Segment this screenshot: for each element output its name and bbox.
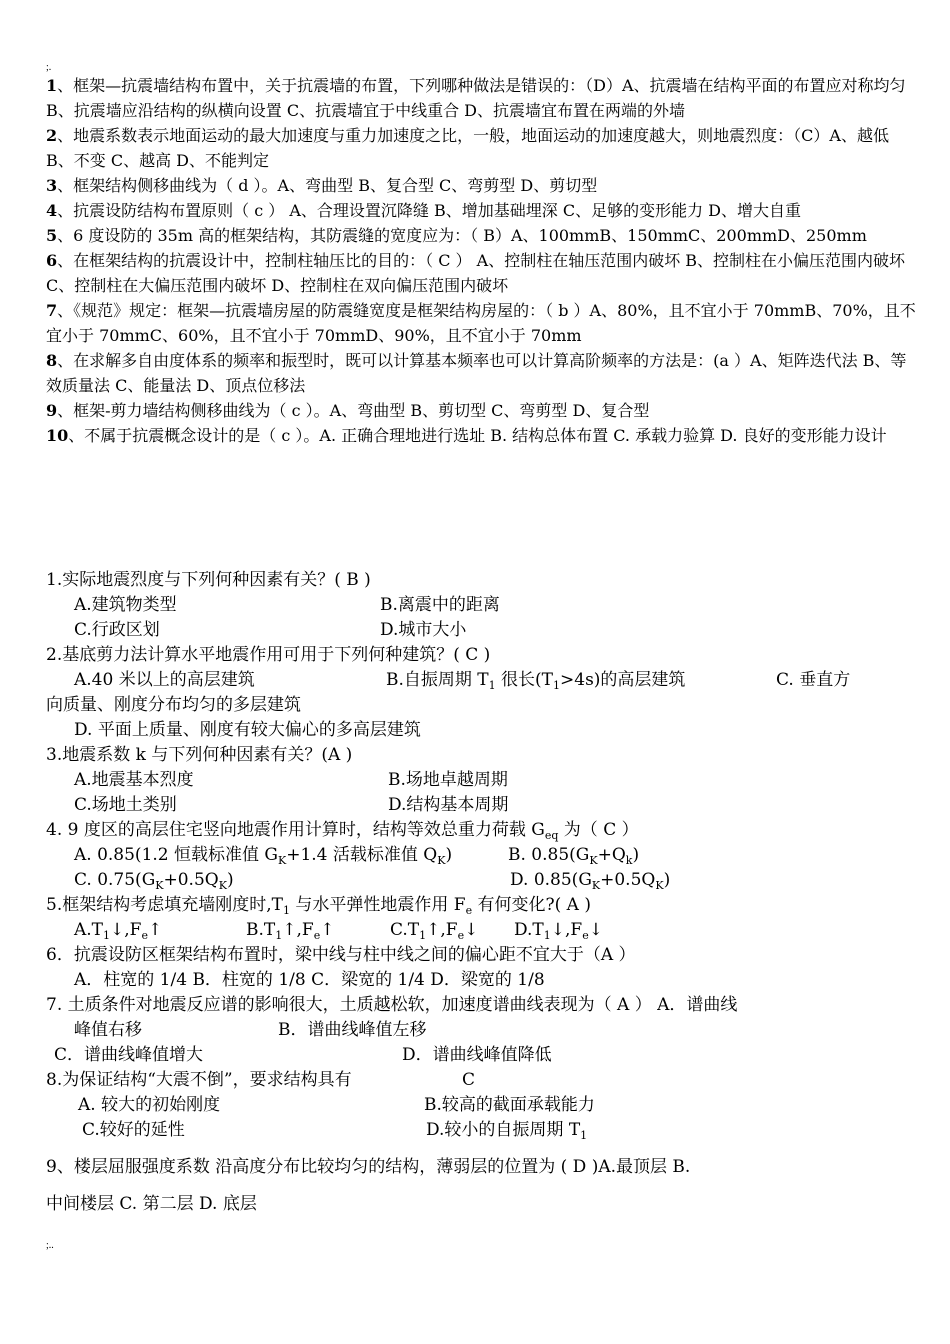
question-text: 、《规范》规定：框架—抗震墙房屋的防震缝宽度是框架结构房屋的：（ b ）A、80%，且不宜小于 70mmB、70%，且不宜小于 70mmC、60%，且不宜小于 70mmD、90%，且不宜小于 70mm: [46, 301, 916, 345]
question-number: 10: [46, 426, 69, 445]
answer: C: [462, 1070, 476, 1090]
page-mark-bottom: ;..: [46, 1240, 54, 1251]
option-d: D.结构基本周期: [388, 795, 509, 815]
question-item: [46, 223, 916, 248]
question-2-option-c-cont: 向质量、刚度分布均匀的多层建筑: [46, 695, 301, 715]
question-3: 3.地震系数 k 与下列何种因素有关？(A ): [46, 745, 353, 765]
option-c: C.行政区划: [74, 620, 160, 640]
question-item: [46, 198, 916, 223]
option-b: B.自振周期 $T_1$ 很长$(T_1>4s)$的高层建筑: [386, 670, 686, 692]
option-c: $C.T_1↑,F_e↓$: [390, 920, 479, 942]
question-3-options-cd: [46, 793, 916, 818]
question-text: 、在框架结构的抗震设计中，控制柱轴压比的目的：（ C ） A、控制柱在轴压范围内破坏 B、控制柱在小偏压范围内破坏 C、控制柱在大偏压范围内破坏 D、控制柱在双向偏压范围内破坏: [46, 251, 906, 295]
question-text: 、在求解多自由度体系的频率和振型时，既可以计算基本频率也可以计算高阶频率的方法是：(a ）A、矩阵迭代法 B、等效质量法 C、能量法 D、顶点位移法: [46, 351, 907, 395]
option-c: C．谱曲线峰值增大: [54, 1045, 204, 1065]
question-5-options: [46, 918, 916, 943]
question-number: 1: [46, 76, 58, 95]
question-text: 、框架-剪力墙结构侧移曲线为（ c ）。A、弯曲型 B、剪切型 C、弯剪型 D、复合型: [57, 401, 650, 420]
question-9-cont: 中间楼层 C. 第二层 D. 底层: [46, 1194, 257, 1214]
question-number: 2: [46, 126, 58, 145]
option-c: C. 垂直方: [776, 670, 851, 690]
option-a: A.地震基本烈度: [74, 770, 194, 790]
option-d: $D.T_1↓,F_e↓$: [514, 920, 603, 942]
option-b: B.场地卓越周期: [388, 770, 508, 790]
question-6: 6．抗震设防区框架结构布置时，梁中线与柱中线之间的偏心距不宜大于（A ）: [46, 945, 636, 965]
option-b: $B.T_1↑,F_e↑$: [246, 920, 335, 942]
question-5: 5.框架结构考虑填充墙刚度时$,T_1$ 与水平弹性地震作用 $F_e$ 有何变化?( A ): [46, 895, 591, 917]
option-d: D. $0.85(G_K+0.5Q_K)$: [510, 870, 671, 892]
question-4: 4. 9 度区的高层住宅竖向地震作用计算时，结构等效总重力荷载 $G_{eq}$ 为（ C ）: [46, 820, 639, 842]
question-2: 2.基底剪力法计算水平地震作用可用于下列何种建筑？( C ): [46, 645, 491, 665]
question-4-options-ab: [46, 843, 916, 868]
question-1-options-ab: [46, 593, 916, 618]
question-section-2: [46, 568, 916, 1217]
question-number: 6: [46, 251, 58, 270]
question-number: 8: [46, 351, 58, 370]
question-9: 9、楼层屈服强度系数 沿高度分布比较均匀的结构，薄弱层的位置为 ( D )A.最顶层 B.: [46, 1157, 691, 1177]
question-item: [46, 348, 916, 398]
question-7: 7. 土质条件对地震反应谱的影响很大，土质越松软，加速度谱曲线表现为（ A ） A．谱曲线: [46, 995, 738, 1015]
option-d: D.城市大小: [380, 620, 467, 640]
option-a: A.建筑物类型: [74, 595, 177, 615]
question-6-options: A．柱宽的 1/4 B．柱宽的 1/8 C．梁宽的 1/4 D．梁宽的 1/8: [74, 970, 545, 990]
question-item: [46, 423, 916, 448]
question-7-options-cd: [46, 1043, 916, 1068]
question-item: [46, 298, 916, 348]
question-4-options-cd: [46, 868, 916, 893]
question-item: [46, 73, 916, 123]
option-d: D. 平面上质量、刚度有较大偏心的多高层建筑: [74, 720, 421, 740]
question-text: 、框架—抗震墙结构布置中，关于抗震墙的布置，下列哪种做法是错误的：（D）A、抗震墙在结构平面的布置应对称均匀 B、抗震墙应沿结构的纵横向设置 C、抗震墙宜于中线重合 D、抗震墙宜布置在两端的外墙: [46, 76, 906, 120]
option-c: C.场地土类别: [74, 795, 177, 815]
question-text: 、不属于抗震概念设计的是（ c ）。A. 正确合理地进行选址 B. 结构总体布置 C. 承载力验算 D. 良好的变形能力设计: [68, 426, 887, 445]
question-text: 、6 度设防的 35m 高的框架结构，其防震缝的宽度应为：（ B）A、100mmB、150mmC、200mmD、250mm: [57, 226, 867, 245]
option-a: $A.T_1↓,F_e↑$: [74, 920, 163, 942]
question-1: 1.实际地震烈度与下列何种因素有关？( B ): [46, 570, 371, 590]
option-b: B.离震中的距离: [380, 595, 500, 615]
page-mark-top: ;.: [46, 62, 52, 73]
question-8-options-cd: [46, 1118, 916, 1143]
question-item: [46, 123, 916, 173]
question-section-1: [46, 73, 916, 448]
question-number: 4: [46, 201, 58, 220]
option-a: A. 0.85(1.2 恒载标准值 $G_K+1.4$ 活载标准值 $Q_K$): [74, 845, 453, 867]
question-text: 、框架结构侧移曲线为（ d ）。A、弯曲型 B、复合型 C、弯剪型 D、剪切型: [57, 176, 598, 195]
option-b: B.较高的截面承载能力: [424, 1095, 595, 1115]
question-1-options-cd: [46, 618, 916, 643]
question-8-options-ab: [46, 1093, 916, 1118]
option-a: A. 较大的初始刚度: [78, 1095, 221, 1115]
question-8: 8.为保证结构“大震不倒”，要求结构具有 C: [46, 1068, 916, 1093]
option-b: B．谱曲线峰值左移: [278, 1020, 427, 1040]
question-3-options-ab: [46, 768, 916, 793]
option-d: D．谱曲线峰值降低: [402, 1045, 552, 1065]
option-b: B. $0.85(G_K+Q_k)$: [508, 845, 640, 867]
option-c: C.较好的延性: [82, 1120, 185, 1140]
question-number: 7: [46, 301, 58, 320]
question-text: 、地震系数表示地面运动的最大加速度与重力加速度之比，一般，地面运动的加速度越大，则地震烈度：（C）A、越低 B、不变 C、越高 D、不能判定: [46, 126, 889, 170]
option-a: A.40 米以上的高层建筑: [74, 670, 255, 690]
question-number: 9: [46, 401, 58, 420]
question-2-option-d: [46, 718, 916, 743]
option-c: C. $0.75(G_K+0.5Q_K)$: [74, 870, 234, 892]
option-d: D.较小的自振周期 $T_1$: [426, 1120, 588, 1142]
question-7-options-ab: 峰值右移 B．谱曲线峰值左移: [46, 1018, 916, 1043]
question-item: [46, 173, 916, 198]
question-item: [46, 248, 916, 298]
question-2-options-abc: [46, 668, 916, 693]
question-text: 、抗震设防结构布置原则（ c ） A、合理设置沉降缝 B、增加基础埋深 C、足够的变形能力 D、增大自重: [57, 201, 802, 220]
question-item: [46, 398, 916, 423]
question-number: 3: [46, 176, 58, 195]
question-number: 5: [46, 226, 58, 245]
